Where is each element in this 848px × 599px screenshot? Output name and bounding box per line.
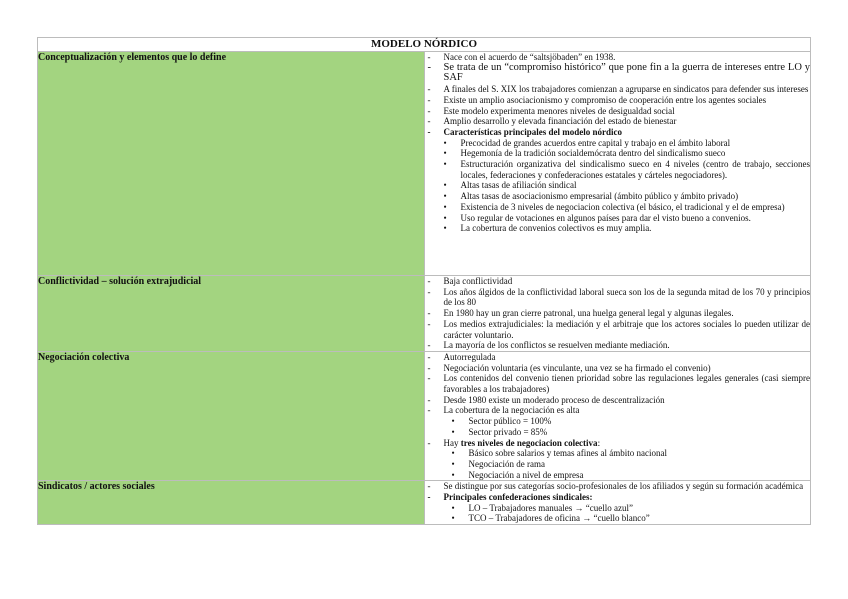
category-conceptualizacion: Conceptualización y elementos que lo define — [38, 52, 425, 276]
content-conceptualizacion — [424, 52, 811, 276]
levels-bold: tres niveles de negociacion colectiva — [460, 437, 598, 448]
bullet-item: • La cobertura de convenios colectivos es muy amplia. — [425, 223, 811, 234]
confederation-name: TCO – Trabajadores de oficina — [468, 513, 580, 524]
category-conflictividad: Conflictividad – solución extrajudicial — [38, 276, 425, 352]
content-conflictividad — [424, 276, 811, 352]
bullet-item — [425, 513, 811, 524]
category-negociacion: Negociación colectiva — [38, 351, 425, 480]
list-item: - Amplio desarrollo y elevada financiación del estado de bienestar — [425, 116, 811, 127]
bullet-item: • Hegemonía de la tradición socialdemócrata dentro del sindicalismo sueco — [425, 148, 811, 159]
row-sindicatos — [38, 481, 811, 525]
arrow-icon: → — [579, 513, 594, 524]
bullet-item: • Sector público = 100% — [425, 416, 811, 427]
list-item: - Existe un amplio asociacionismo y compromiso de cooperación entre los agentes sociales — [425, 95, 811, 106]
list-item: - Principales confederaciones sindicales: — [425, 492, 811, 503]
list-item: - En 1980 hay un gran cierre patronal, una huelga general legal y algunas ilegales. — [425, 308, 811, 319]
list-item: - Se trata de un “compromiso histórico” que pone fin a la guerra de intereses entre LO y SAF — [425, 63, 811, 84]
confederation-tag: “cuello blanco” — [593, 513, 650, 524]
content-sindicatos — [424, 481, 811, 525]
bullet-item: • Estructuración organizativa del sindicalismo sueco en 4 niveles (centro de trabajo, secciones locales, federaciones y confederaciones estatales y cárteles negociadores). — [425, 159, 811, 180]
list-item: - Baja conflictividad — [425, 276, 811, 287]
confederation-tag: “cuello azul” — [585, 502, 633, 513]
list-item: - La cobertura de la negociación es alta — [425, 405, 811, 416]
row-negociacion — [38, 351, 811, 480]
bullet-item: • Altas tasas de asociacionismo empresarial (ámbito público y ámbito privado) — [425, 191, 811, 202]
list-item: - La mayoría de los conflictos se resuelven mediante mediación. — [425, 340, 811, 351]
bullet-item: • Negociación a nivel de empresa — [425, 470, 811, 481]
bullet-item: • Precocidad de grandes acuerdos entre capital y trabajo en el ámbito laboral — [425, 138, 811, 149]
category-sindicatos: Sindicatos / actores sociales — [38, 481, 425, 525]
bullet-item: • Básico sobre salarios y temas afines al ámbito nacional — [425, 448, 811, 459]
content-negociacion — [424, 351, 811, 480]
list-item: - Desde 1980 existe un moderado proceso de descentralización — [425, 395, 811, 406]
list-item — [425, 438, 811, 449]
list-item: - Autorregulada — [425, 352, 811, 363]
row-conceptualizacion — [38, 52, 811, 276]
bullet-item: • Existencia de 3 niveles de negociacion colectiva (el básico, el tradicional y el de empresa) — [425, 202, 811, 213]
modelo-nordico-table — [37, 37, 811, 525]
levels-prefix: Hay — [443, 437, 461, 448]
list-item: - A finales del S. XIX los trabajadores comienzan a agruparse en sindicatos para defender sus intereses — [425, 84, 811, 95]
list-item: - Este modelo experimenta menores niveles de desigualdad social — [425, 106, 811, 117]
bullet-item — [425, 503, 811, 514]
list-item: - Se distingue por sus categorías socio-profesionales de los afiliados y según su formación académica — [425, 481, 811, 492]
row-conflictividad — [38, 276, 811, 352]
list-item: - Los años álgidos de la conflictividad laboral sueca son los de la segunda mitad de los 70 y principios de los 80 — [425, 287, 811, 308]
list-item: - Los contenidos del convenio tienen prioridad sobre las regulaciones legales generales (casi siempre favorables a los trabajadores) — [425, 373, 811, 394]
bullet-item: • Uso regular de votaciones en algunos países para dar el visto bueno a convenios. — [425, 213, 811, 224]
list-item: - Características principales del modelo nórdico — [425, 127, 811, 138]
list-item: - Los medios extrajudiciales: la mediación y el arbitraje que los actores sociales lo pueden utilizar de carácter voluntario. — [425, 319, 811, 340]
table-title: MODELO NÓRDICO — [38, 38, 811, 52]
bullet-item: • Sector privado = 85% — [425, 427, 811, 438]
confederation-name: LO – Trabajadores manuales — [468, 502, 573, 513]
arrow-icon: → — [572, 502, 586, 513]
bullet-item: • Altas tasas de afiliación sindical — [425, 180, 811, 191]
list-item: - Negociación voluntaria (es vinculante, una vez se ha firmado el convenio) — [425, 363, 811, 374]
levels-suffix: : — [597, 437, 601, 448]
bullet-item: • Negociación de rama — [425, 459, 811, 470]
list-item: - Nace con el acuerdo de “saltsjöbaden” en 1938. — [425, 52, 811, 63]
